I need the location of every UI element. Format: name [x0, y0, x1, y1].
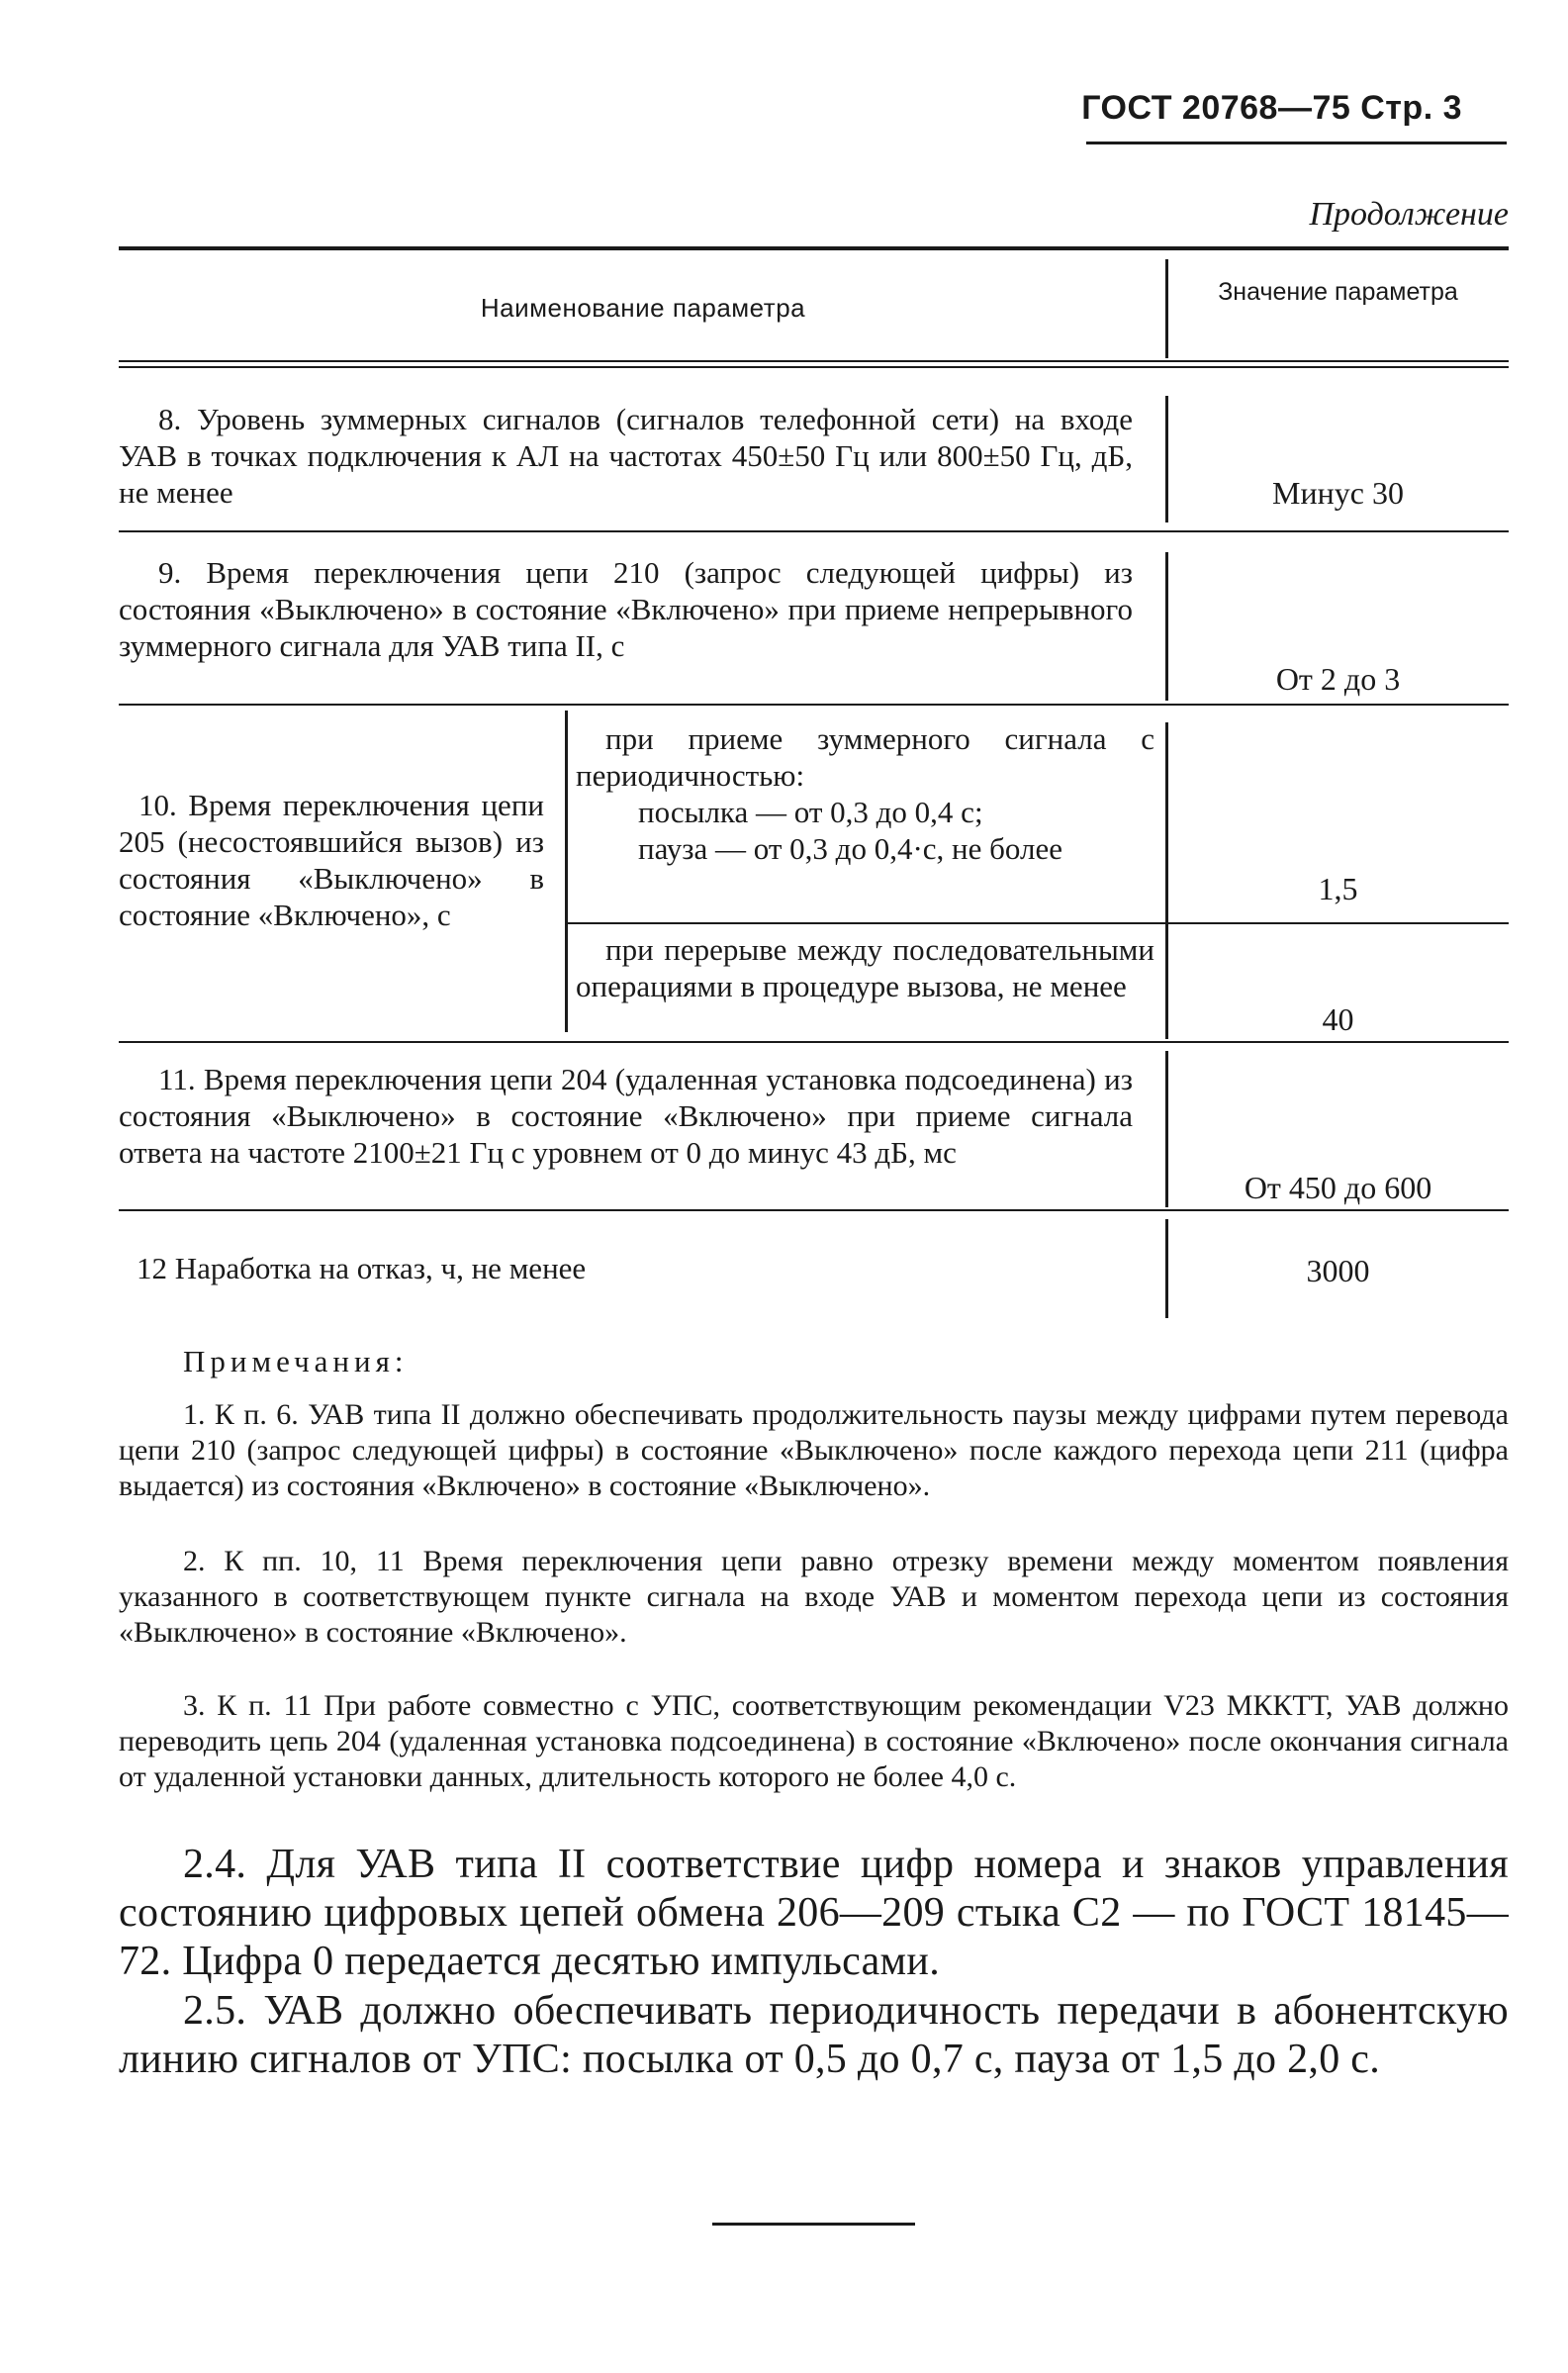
running-header: ГОСТ 20768—75 Стр. 3 — [1081, 89, 1462, 127]
column-header-value: Значение параметра — [1218, 278, 1458, 306]
table-row-9-name: 9. Время переключения цепи 210 (запрос следующей цифры) из состояния «Выключено» в состояние «Включено» при приеме непрерывного зуммерного сигнала для УАВ типа II, с — [119, 555, 1133, 663]
continuation-label: Продолжение — [1309, 196, 1509, 233]
header-double-rule — [119, 366, 1509, 368]
column-header-name: Наименование параметра — [480, 293, 806, 323]
table-row-10-sub-1-line-1: при приеме зуммерного сигнала с периодичностью: — [576, 721, 1154, 793]
table-top-rule — [119, 246, 1509, 250]
table-row-10-sub-1-line-3: пауза — от 0,3 до 0,4·с, не более — [638, 831, 1062, 866]
table-row-9-value: От 2 до 3 — [1275, 661, 1401, 697]
notes-title: Примечания: — [183, 1344, 409, 1378]
paragraph-2-4: 2.4. Для УАВ типа II соответствие цифр номера и знаков управления состоянию цифровых цепей обмена 206—209 стыка С2 — по ГОСТ 18145—72. Цифра 0 передается десятью импульсами. — [119, 1842, 1509, 1984]
subcolumn-divider — [565, 711, 568, 1032]
table-row-10-sub-1-value: 1,5 — [1318, 871, 1358, 906]
paragraph-2-5: 2.5. УАВ должно обеспечивать периодичность передачи в абонентскую линию сигналов от УПС: посылка от 0,5 до 0,7 с, пауза от 1,5 до 2,0 с. — [119, 1988, 1509, 2082]
subrow-rule — [565, 922, 1509, 924]
note-3: 3. К п. 11 При работе совместно с УПС, соответствующим рекомендации V23 МККТТ, УАВ должно переводить цепь 204 (удаленная установка подсоединена) в состояние «Включено» после окончания сигнала от удаленной установки данных, длительность которого не более 4,0 с. — [119, 1689, 1509, 1793]
table-row-8-value: Минус 30 — [1272, 475, 1404, 511]
table-row-11-name: 11. Время переключения цепи 204 (удаленная установка подсоединена) из состояния «Выключено» в состояние «Включено» при приеме сигнала ответа на частоте 2100±21 Гц с уровнем от 0 до минус 43 дБ, мс — [119, 1062, 1133, 1170]
end-rule — [712, 2223, 915, 2226]
table-row-10-sub-1-line-2: посылка — от 0,3 до 0,4 с; — [638, 795, 983, 829]
note-2: 2. К пп. 10, 11 Время переключения цепи равно отрезку времени между моментом появления указанного в соответствующем пункте сигнала на входе УАВ и моментом перехода цепи из состояния «Выключено» в состояние «Включено». — [119, 1545, 1509, 1649]
row-rule — [119, 1041, 1509, 1043]
row-rule — [119, 1209, 1509, 1211]
table-row-10-sub-2-value: 40 — [1322, 1001, 1354, 1037]
table-row-10-sub-2-text: при перерыве между последовательными операциями в процедуре вызова, не менее — [576, 932, 1154, 1003]
row-rule — [119, 704, 1509, 706]
table-row-10-name: 10. Время переключения цепи 205 (несостоявшийся вызов) из состояния «Выключено» в состояние «Включено», с — [119, 788, 544, 932]
note-1: 1. К п. 6. УАВ типа II должно обеспечивать продолжительность паузы между цифрами путем перевода цепи 210 (запрос следующей цифры) в состояние «Выключено» после каждого перехода цепи 211 (цифра выдается) из состояния «Включено» в состояние «Выключено». — [119, 1398, 1509, 1502]
header-rule — [1086, 142, 1507, 144]
table-row-8-name: 8. Уровень зуммерных сигналов (сигналов телефонной сети) на входе УАВ в точках подключения к АЛ на частотах 450±50 Гц или 800±50 Гц, дБ, не менее — [119, 402, 1133, 510]
header-double-rule — [119, 360, 1509, 362]
table-row-12-value: 3000 — [1306, 1253, 1370, 1288]
table-row-12-name: 12 Наработка на отказ, ч, не менее — [137, 1251, 587, 1285]
table-row-11-value: От 450 до 600 — [1244, 1170, 1432, 1205]
row-rule — [119, 530, 1509, 532]
